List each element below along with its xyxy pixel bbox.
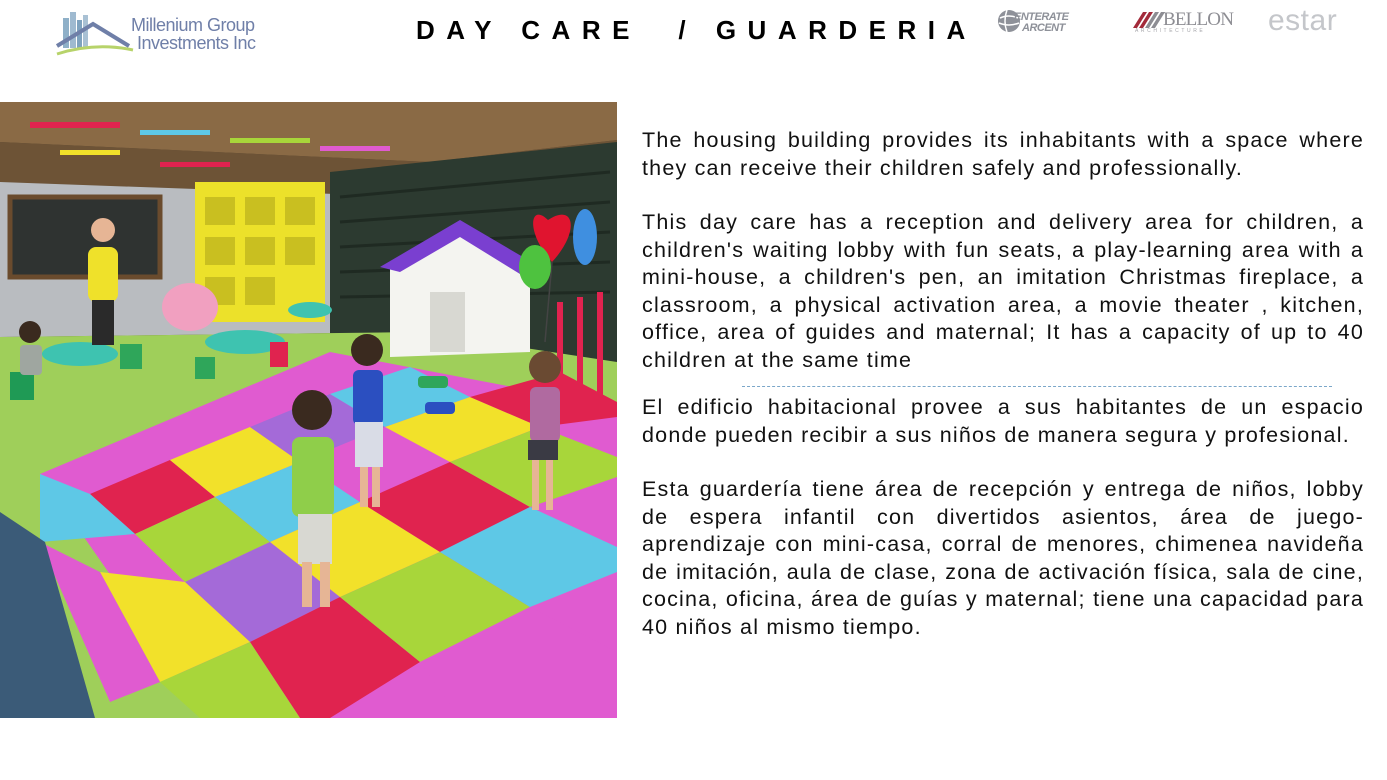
house-city-logo-icon: [55, 10, 135, 56]
partner-logo-estar: [1268, 6, 1378, 40]
roof-stripes-logo-icon: [1133, 12, 1167, 28]
english-paragraph-2: This day care has a reception and delivery area for children, a children's waiting lobby with fun seats, a play-learning area with a mini-house, a children's pen, an imitation Christmas fireplace, a classroom, a physical activation area, a movie theater , kitchen, office, area of guides and maternal; It has a capacity of up to 40 children at the same time: [642, 210, 1364, 372]
partner-logo-bellon: [1133, 6, 1245, 40]
daycare-render-illustration: [0, 102, 617, 718]
company-name-line2: Investments Inc: [137, 33, 256, 53]
english-paragraph-1: The housing building provides its inhabitants with a space where they can receive their children safely and professionally.: [642, 128, 1364, 180]
description-text-panel: [642, 127, 1364, 641]
daycare-render-image: [0, 102, 617, 718]
spanish-paragraph-1: El edificio habitacional provee a sus habitantes de un espacio donde pueden recibir a sus niños de manera segura y profesional.: [642, 395, 1364, 447]
partner-estar-name: estar: [1268, 4, 1338, 37]
partner-logo-enterate: [996, 6, 1108, 40]
spanish-paragraph-2: Esta guardería tiene área de recepción y entrega de niños, lobby de espera infantil con divertidos asientos, área de juego-aprendizaje con mini-casa, corral de menores, chimenea navideña de imitación, aula de clase, zona de activación física, sala de cine, cocina, oficina, área de guías y maternal; tiene una capacidad para 40 niños al mismo tiempo.: [642, 477, 1364, 639]
company-name-line1: Millenium Group: [131, 15, 255, 35]
partner-bellon-tagline: ARCHITECTURE: [1135, 28, 1206, 34]
dashed-divider: [742, 386, 1332, 387]
partner-enterate-line1: ENTERATE: [1014, 11, 1069, 23]
company-logo: [55, 8, 270, 58]
page-title: DAY CARE / GUARDERIA: [416, 15, 977, 45]
partner-enterate-line2: ARCENT: [1022, 22, 1065, 34]
partner-bellon-name: BELLON: [1163, 9, 1234, 30]
